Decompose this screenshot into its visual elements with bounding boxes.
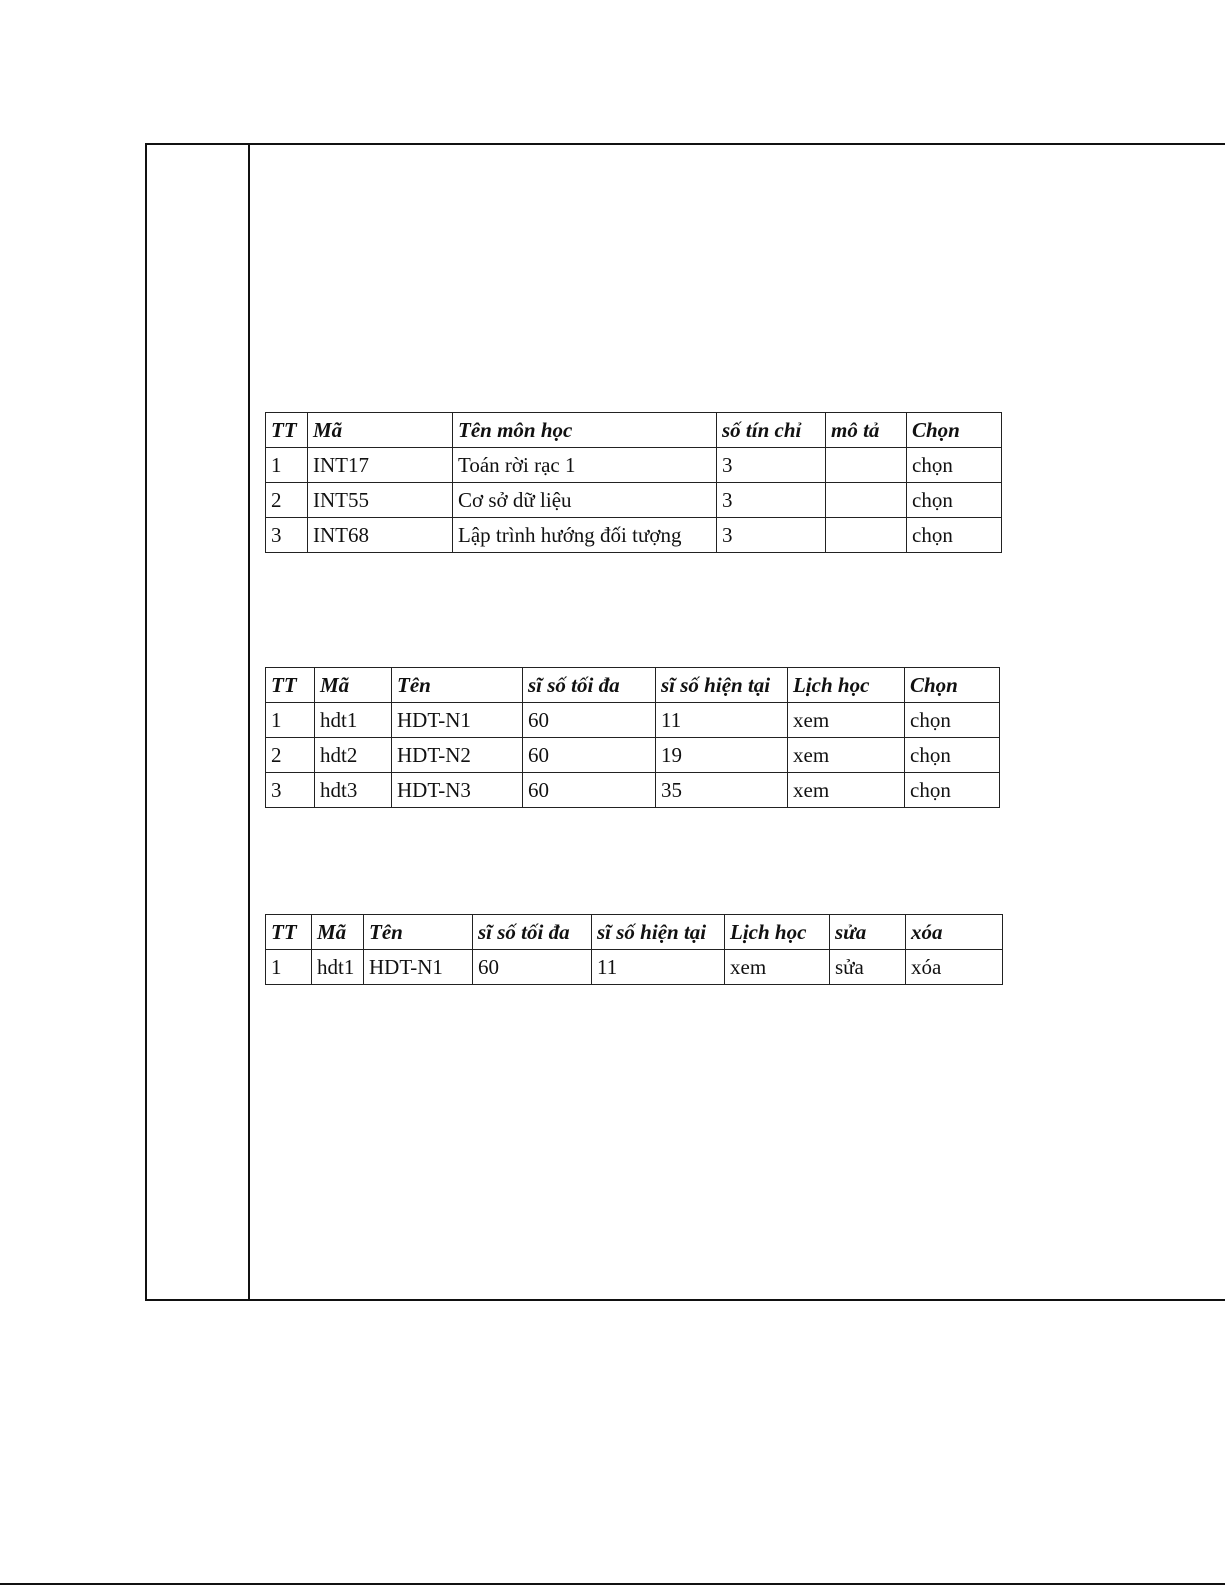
- cell-si-so-hien-tai: 11: [592, 950, 725, 985]
- cell-tt: 3: [266, 518, 308, 553]
- select-link[interactable]: chọn: [907, 483, 1002, 518]
- table-header-row: [266, 915, 1003, 950]
- view-schedule-link[interactable]: xem: [788, 738, 905, 773]
- header-tt: TT: [266, 668, 315, 703]
- table-header-row: [266, 668, 1000, 703]
- header-ten: Tên: [364, 915, 473, 950]
- cell-ten: HDT-N2: [392, 738, 523, 773]
- header-si-so-hien-tai: sĩ số hiện tại: [592, 915, 725, 950]
- table-row: [266, 950, 1003, 985]
- view-schedule-link[interactable]: xem: [725, 950, 830, 985]
- table-header-row: [266, 413, 1002, 448]
- header-ma: Mã: [312, 915, 364, 950]
- header-ma: Mã: [315, 668, 392, 703]
- edit-link[interactable]: sửa: [830, 950, 906, 985]
- course-table-wrapper: [265, 412, 1002, 562]
- cell-ma: INT55: [308, 483, 453, 518]
- header-lich-hoc: Lịch học: [725, 915, 830, 950]
- cell-ten-mon-hoc: Toán rời rạc 1: [453, 448, 717, 483]
- select-link[interactable]: chọn: [907, 518, 1002, 553]
- cell-si-so-toi-da: 60: [523, 773, 656, 808]
- cell-ten: HDT-N1: [364, 950, 473, 985]
- cell-ma: hdt1: [312, 950, 364, 985]
- view-schedule-link[interactable]: xem: [788, 703, 905, 738]
- selected-group-table: [265, 914, 1003, 985]
- cell-mo-ta: [826, 448, 907, 483]
- header-sua: sửa: [830, 915, 906, 950]
- class-group-table: [265, 667, 1000, 808]
- table-row: [266, 483, 1002, 518]
- cell-si-so-toi-da: 60: [473, 950, 592, 985]
- cell-tt: 1: [266, 950, 312, 985]
- cell-mo-ta: [826, 483, 907, 518]
- cell-si-so-hien-tai: 35: [656, 773, 788, 808]
- header-lich-hoc: Lịch học: [788, 668, 905, 703]
- header-tt: TT: [266, 915, 312, 950]
- select-link[interactable]: chọn: [907, 448, 1002, 483]
- cell-so-tin-chi: 3: [717, 518, 826, 553]
- cell-ma: INT68: [308, 518, 453, 553]
- header-xoa: xóa: [906, 915, 1003, 950]
- cell-si-so-toi-da: 60: [523, 738, 656, 773]
- select-link[interactable]: chọn: [905, 703, 1000, 738]
- cell-tt: 3: [266, 773, 315, 808]
- cell-tt: 1: [266, 703, 315, 738]
- select-link[interactable]: chọn: [905, 773, 1000, 808]
- header-chon: Chọn: [907, 413, 1002, 448]
- select-link[interactable]: chọn: [905, 738, 1000, 773]
- header-ten: Tên: [392, 668, 523, 703]
- cell-ma: hdt3: [315, 773, 392, 808]
- header-si-so-toi-da: sĩ số tối đa: [523, 668, 656, 703]
- cell-ma: hdt1: [315, 703, 392, 738]
- selected-group-table-wrapper: [265, 914, 1003, 990]
- cell-ten: HDT-N3: [392, 773, 523, 808]
- header-si-so-toi-da: sĩ số tối đa: [473, 915, 592, 950]
- cell-mo-ta: [826, 518, 907, 553]
- table-row: [266, 773, 1000, 808]
- header-ten-mon-hoc: Tên môn học: [453, 413, 717, 448]
- cell-si-so-hien-tai: 19: [656, 738, 788, 773]
- cell-ma: hdt2: [315, 738, 392, 773]
- class-group-table-wrapper: [265, 667, 1000, 813]
- cell-ten-mon-hoc: Lập trình hướng đối tượng: [453, 518, 717, 553]
- table-row: [266, 703, 1000, 738]
- cell-tt: 1: [266, 448, 308, 483]
- delete-link[interactable]: xóa: [906, 950, 1003, 985]
- cell-ma: INT17: [308, 448, 453, 483]
- course-table: [265, 412, 1002, 553]
- frame-column-divider: [248, 143, 250, 1301]
- table-row: [266, 518, 1002, 553]
- header-mo-ta: mô tả: [826, 413, 907, 448]
- cell-so-tin-chi: 3: [717, 483, 826, 518]
- table-row: [266, 738, 1000, 773]
- header-chon: Chọn: [905, 668, 1000, 703]
- header-so-tin-chi: số tín chỉ: [717, 413, 826, 448]
- table-row: [266, 448, 1002, 483]
- cell-ten-mon-hoc: Cơ sở dữ liệu: [453, 483, 717, 518]
- cell-si-so-hien-tai: 11: [656, 703, 788, 738]
- cell-ten: HDT-N1: [392, 703, 523, 738]
- cell-tt: 2: [266, 483, 308, 518]
- cell-tt: 2: [266, 738, 315, 773]
- cell-si-so-toi-da: 60: [523, 703, 656, 738]
- view-schedule-link[interactable]: xem: [788, 773, 905, 808]
- header-ma: Mã: [308, 413, 453, 448]
- header-si-so-hien-tai: sĩ số hiện tại: [656, 668, 788, 703]
- cell-so-tin-chi: 3: [717, 448, 826, 483]
- header-tt: TT: [266, 413, 308, 448]
